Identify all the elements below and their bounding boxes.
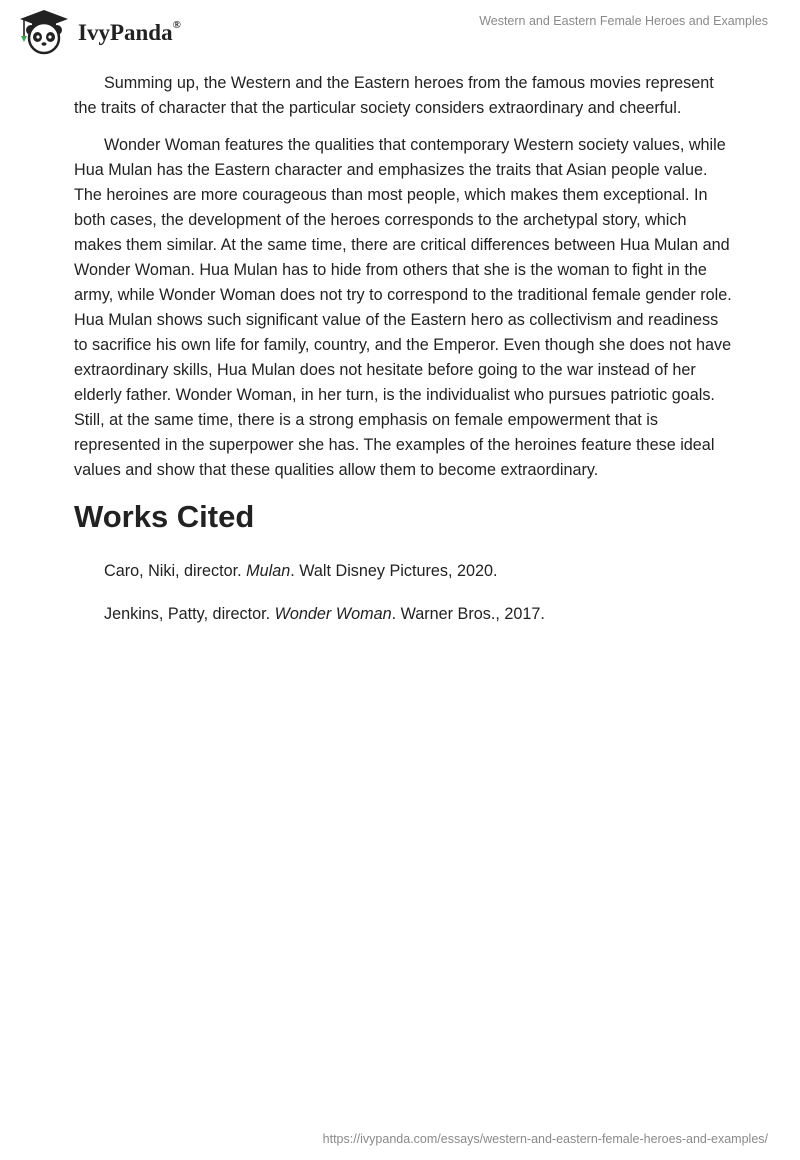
panda-graduate-icon bbox=[14, 8, 74, 56]
paragraph-summary: Summing up, the Western and the Eastern heroes from the famous movies represent the traits of character that the particular society considers extraordinary and cheerful. bbox=[74, 74, 714, 117]
citation-title: Wonder Woman bbox=[274, 605, 392, 623]
source-url-link[interactable]: https://ivypanda.com/essays/western-and-eastern-female-heroes-and-examples/ bbox=[322, 1132, 768, 1146]
citation-item: Jenkins, Patty, director. Wonder Woman. Warner Bros., 2017. bbox=[104, 605, 545, 623]
works-cited-heading: Works Cited bbox=[74, 499, 255, 534]
brand-name: IvyPanda® bbox=[78, 19, 181, 45]
ivypanda-logo[interactable] bbox=[14, 8, 194, 56]
citation-title: Mulan bbox=[246, 562, 291, 580]
citation-item: Caro, Niki, director. Mulan. Walt Disney Pictures, 2020. bbox=[104, 562, 498, 580]
page-header bbox=[0, 0, 800, 60]
document-title: Western and Eastern Female Heroes and Examples bbox=[479, 14, 768, 28]
paragraph-conclusion: Wonder Woman features the qualities that contemporary Western society values, while Hua Mulan has the Eastern character and emphasizes the traits that Asian people value. The heroines are more courageous than most people, which makes them exceptional. In both cases, the development of the heroes corresponds to the archetypal story, which makes them similar. At the same time, there are critical differences between Hua Mulan and Wonder Woman. Hua Mulan has to hide from others that she is the woman to fight in the army, while Wonder Woman does not try to correspond to the traditional female gender role. Hua Mulan shows such significant value of the Eastern hero as collectivism and readiness to sacrifice his own life for family, country, and the Emperor. Even though she does not have extraordinary skills, Hua Mulan does not hesitate before going to the war instead of her elderly father. Wonder Woman, in her turn, is the individualist who pursues patriotic goals. Still, at the same time, there is a strong emphasis on female empowerment that is represented in the superpower she has. The examples of the heroines feature these ideal values and show that these qualities allow them to become extraordinary. bbox=[74, 136, 732, 479]
essay-content bbox=[74, 71, 734, 645]
